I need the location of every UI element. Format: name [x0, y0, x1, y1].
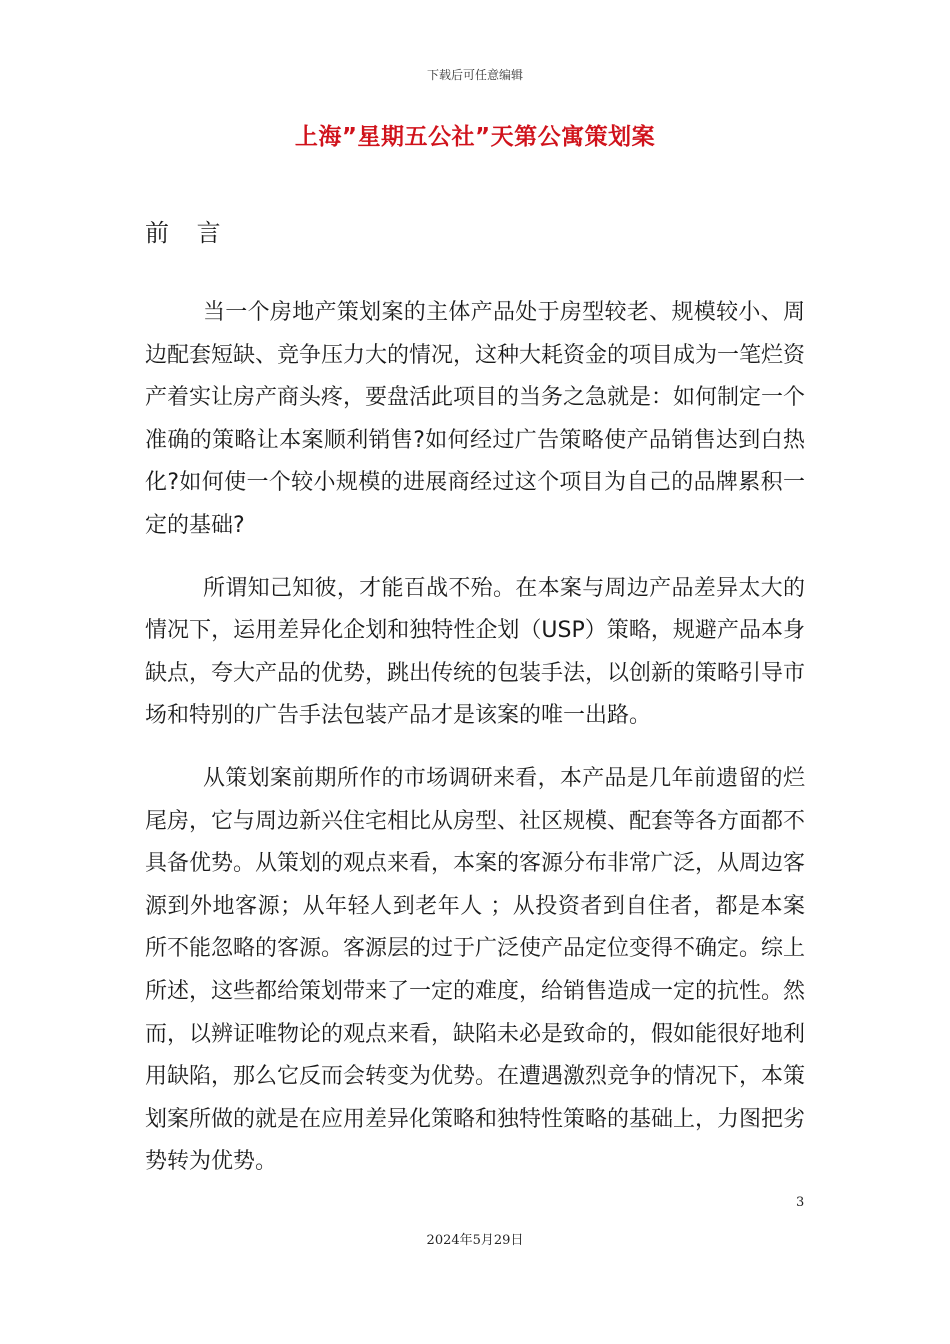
paragraph-1: 当一个房地产策划案的主体产品处于房型较老、规模较小、周边配套短缺、竞争压力大的情况，这种大耗资金的项目成为一笔烂资产着实让房产商头疼，要盘活此项目的当务之急就是：如何制定一个准确的策略让本案顺利销售?如何经过广告策略使产品销售达到白热化?如何使一个较小规模的进展商经过这个项目为自己的品牌累积一定的基础?	[145, 300, 806, 538]
section-heading: 前 言	[145, 219, 231, 247]
page-number: 3	[796, 1195, 805, 1210]
document-title: 上海”星期五公社”天第公寓策划案	[294, 124, 656, 150]
header-note: 下载后可任意编辑	[426, 68, 523, 82]
paragraph-3: 从策划案前期所作的市场调研来看，本产品是几年前遗留的烂尾房，它与周边新兴住宅相比从房型、社区规模、配套等各方面都不具备优势。从策划的观点来看，本案的客源分布非常广泛，从周边客源到外地客源；从年轻人到老年人 ；从投资者到自住者，都是本案所不能忽略的客源。客源层的过于广泛使产品定位变得不确定。综上所述，这些都给策划带来了一定的难度，给销售造成一定的抗性。然而，以辨证唯物论的观点来看，缺陷未必是致命的，假如能很好地利用缺陷，那么它反而会转变为优势。在遭遇激烈竞争的情况下，本策划案所做的就是在应用差异化策略和独特性策略的基础上，力图把劣势转为优势。	[145, 765, 806, 1175]
paragraph-2: 所谓知己知彼，才能百战不殆。在本案与周边产品差异太大的情况下，运用差异化企划和独特性企划（USP）策略，规避产品本身缺点，夸大产品的优势，跳出传统的包装手法，以创新的策略引导市场和特别的广告手法包装产品才是该案的唯一出路。	[145, 575, 806, 729]
document-body	[145, 292, 805, 1204]
footer-date: 2024年5月29日	[426, 1233, 524, 1248]
